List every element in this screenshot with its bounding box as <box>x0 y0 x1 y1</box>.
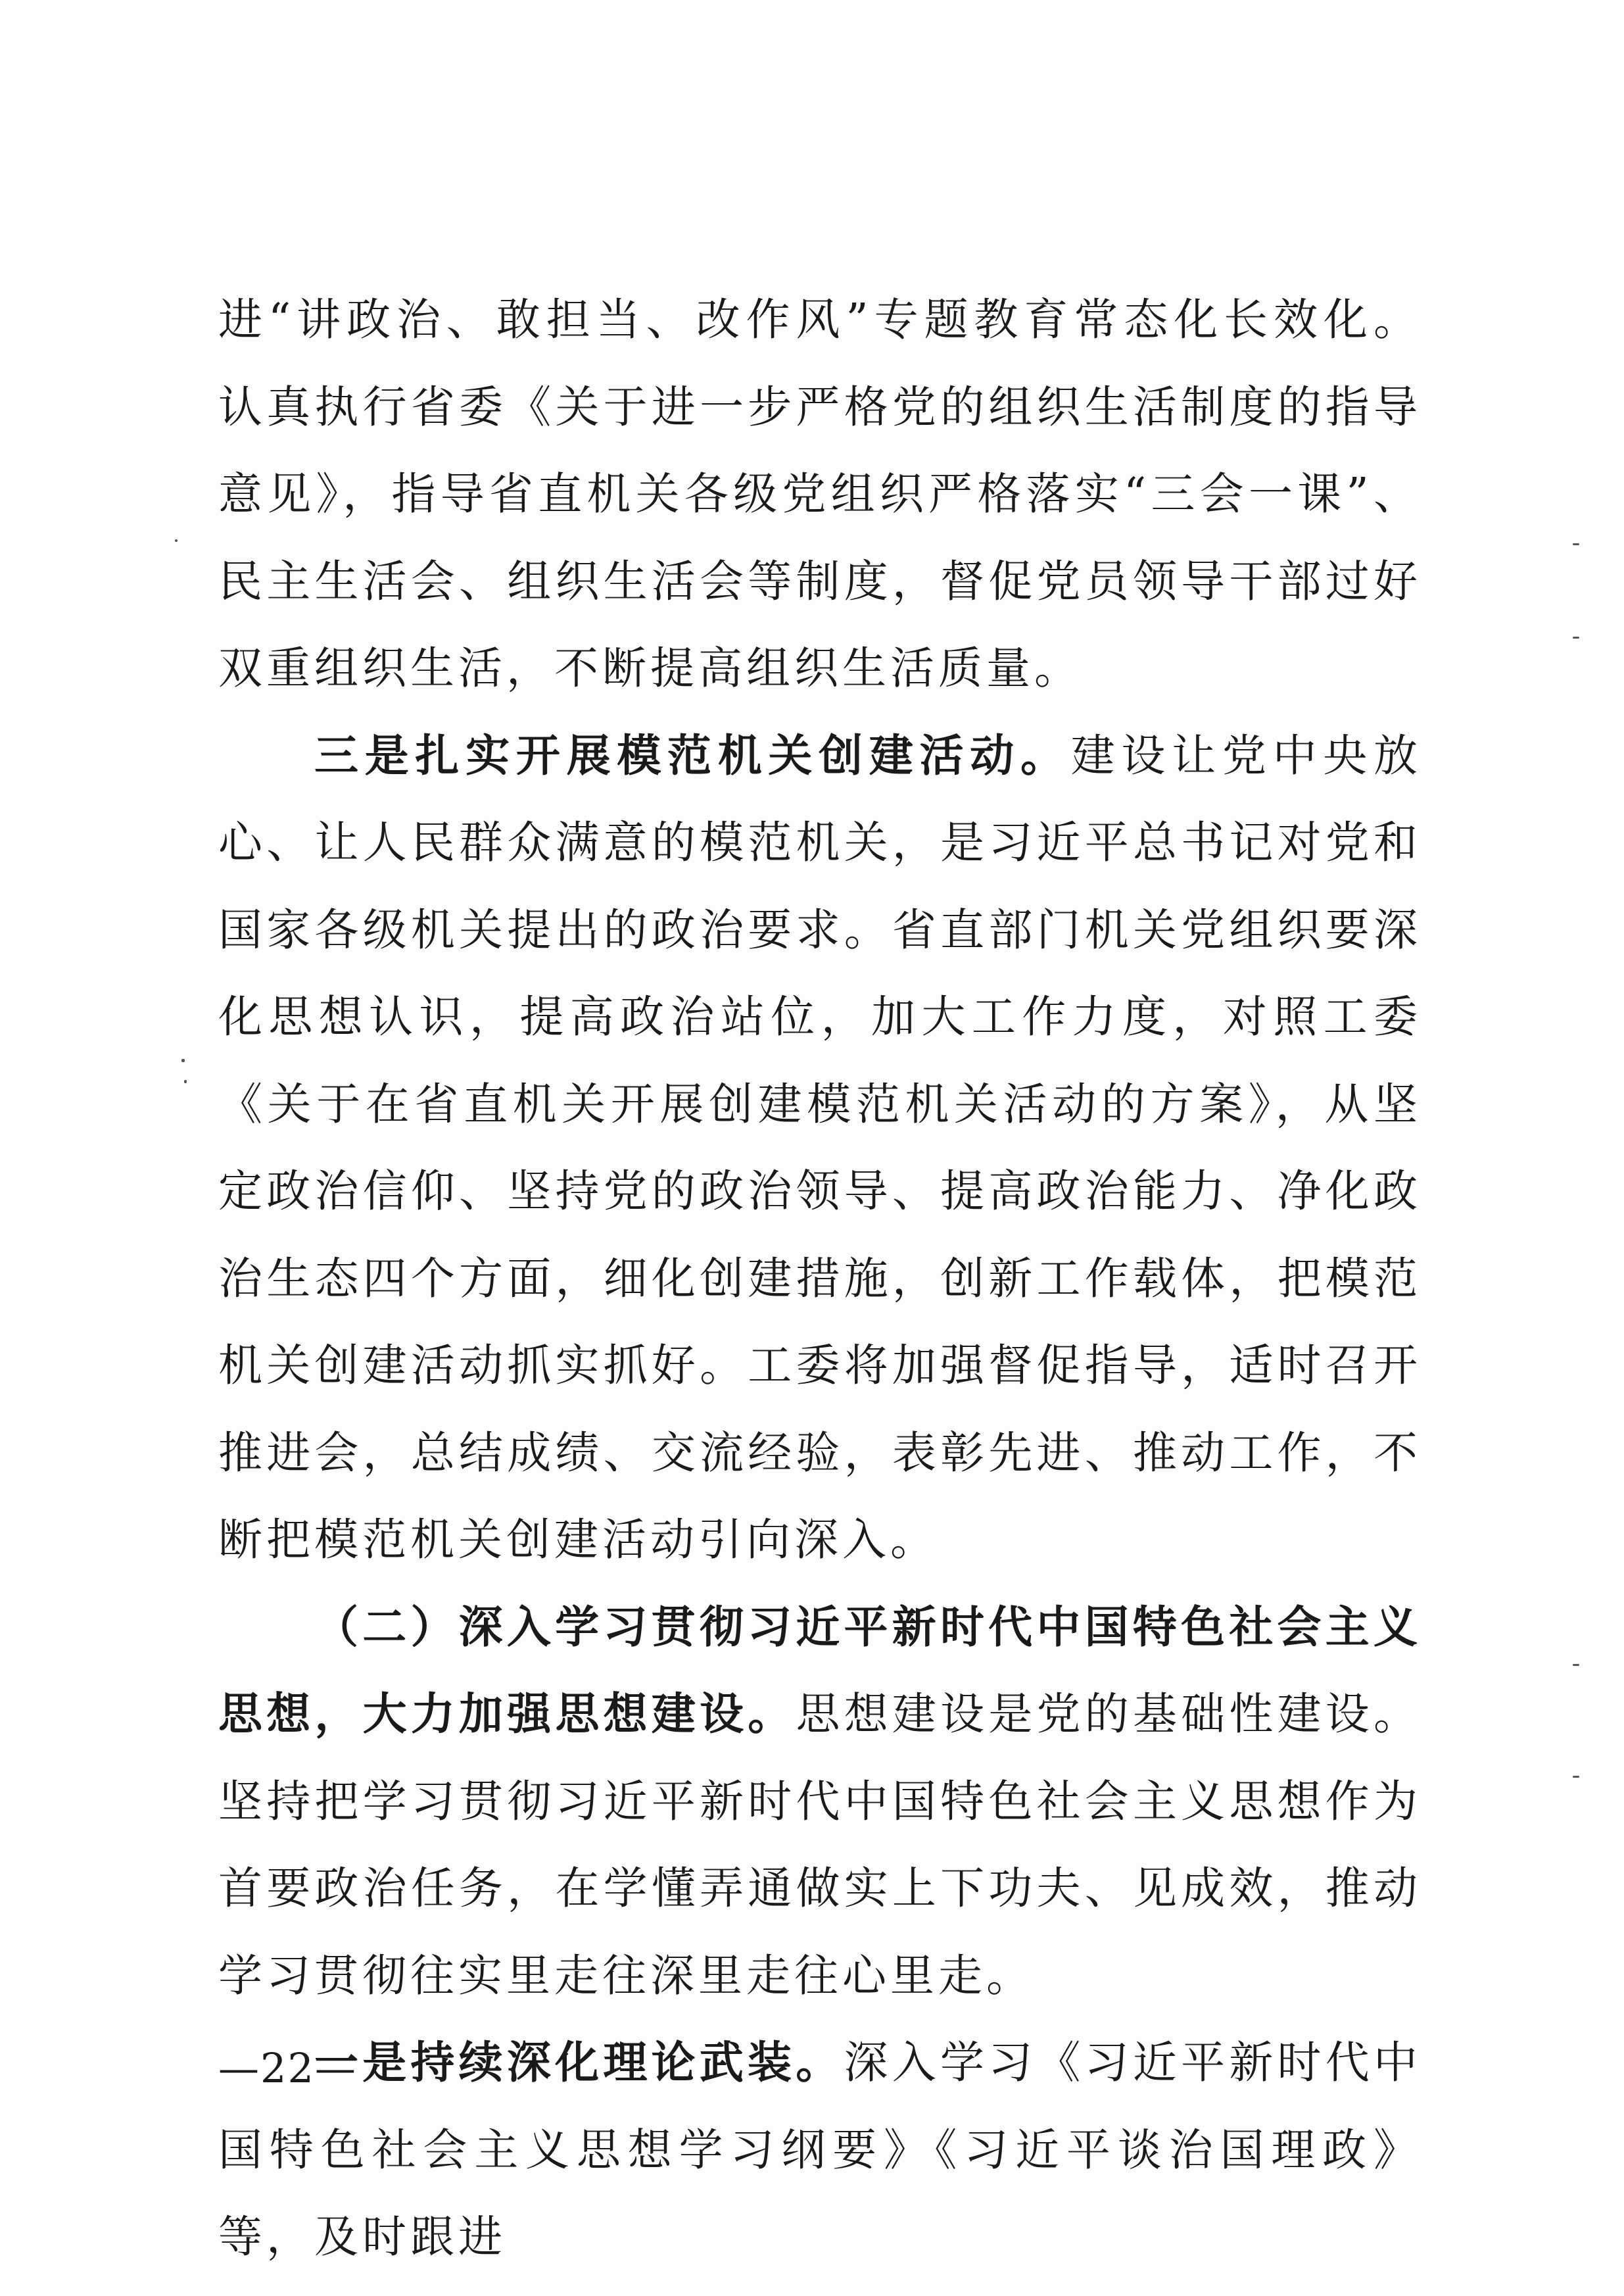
paragraph-2-text: 建设让党中央放心、让人民群众满意的模范机关，是习近平总书记对党和国家各级机关提出的政治要求。省直部门机关党组织要深化思想认识，提高政治站位，加大工作力度，对照工委《关于在省直机关开展创建模范机关活动的方案》，从坚定政治信仰、坚持党的政治领导、提高政治能力、净化政治生态四个方面，细化创建措施，创新工作载体，把模范机关创建活动抓实抓好。工委将加强督促指导，适时召开推进会，总结成绩、交流经验，表彰先进、推动工作，不断把模范机关创建活动引向深入。 <box>218 729 1422 1565</box>
scan-mark <box>1573 1776 1579 1778</box>
scan-mark <box>1573 637 1579 639</box>
scan-mark <box>1573 543 1579 545</box>
paragraph-3-lead: （二）深入学习贯彻习近平新时代中国特色社会主义思想，大力加强思想建设。 <box>218 1600 1421 1740</box>
paragraph-4-text: 深入学习《习近平新时代中国特色社会主义思想学习纲要》《习近平谈治国理政》等，及时跟进 <box>218 2037 1421 2262</box>
scan-mark <box>184 1080 187 1083</box>
body-text <box>218 276 1421 2281</box>
paragraph-3 <box>218 1584 1421 2020</box>
paragraph-3-text: 思想建设是党的基础性建设。坚持把学习贯彻习近平新时代中国特色社会主义思想作为首要政治任务，在学懂弄通做实上下功夫、见成效，推动学习贯彻往实里走往深里走往心里走。 <box>218 1688 1421 2001</box>
paragraph-2 <box>218 712 1421 1584</box>
paragraph-4-lead: 一是持续深化理论武装。 <box>314 2036 844 2088</box>
scan-mark <box>1573 1664 1579 1666</box>
scan-mark <box>175 539 178 542</box>
paragraph-1 <box>218 276 1421 712</box>
page-number: —22— <box>218 2044 357 2092</box>
scan-mark <box>181 1059 185 1062</box>
paragraph-1-text: 进“讲政治、敢担当、改作风”专题教育常态化长效化。认真执行省委《关于进一步严格党的组织生活制度的指导意见》，指导省直机关各级党组织严格落实“三会一课”、民主生活会、组织生活会等制度，督促党员领导干部过好双重组织生活，不断提高组织生活质量。 <box>218 294 1421 694</box>
paragraph-2-lead: 三是扎实开展模范机关创建活动。 <box>314 729 1071 781</box>
paragraph-4 <box>218 2019 1421 2281</box>
